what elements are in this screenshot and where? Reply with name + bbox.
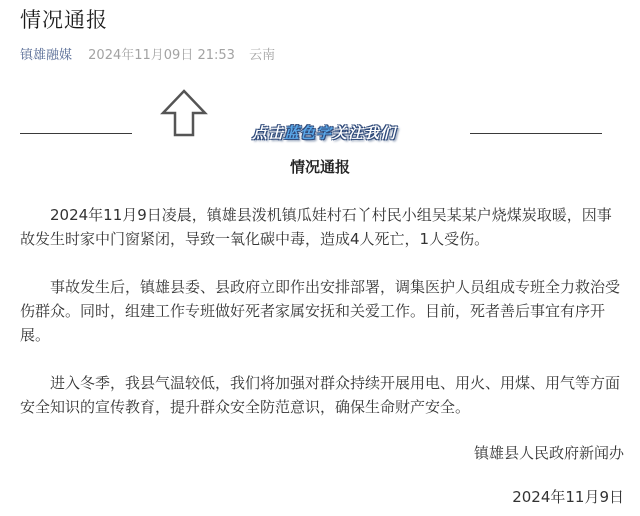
follow-text-highlight: 蓝色字 — [284, 124, 333, 142]
follow-text-suffix: 关注我们 — [332, 124, 397, 142]
follow-banner — [0, 84, 640, 144]
follow-text-prefix: 点击 — [252, 124, 285, 142]
notice-signature: 镇雄县人民政府新闻办 — [473, 444, 624, 462]
follow-us-link[interactable] — [252, 122, 396, 143]
article-title: 情况通报 — [20, 8, 108, 32]
publish-location: 云南 — [249, 48, 276, 63]
notice-heading: 情况通报 — [289, 158, 350, 176]
banner-divider-right — [470, 133, 602, 134]
notice-date: 2024年11月9日 — [512, 488, 624, 506]
notice-paragraph: 进入冬季，我县气温较低，我们将加强对群众持续开展用电、用火、用煤、用气等方面安全知识的宣传教育，提升群众安全防范意识，确保生命财产安全。 — [20, 374, 621, 416]
notice-paragraph: 事故发生后，镇雄县委、县政府立即作出安排部署，调集医护人员组成专班全力救治受伤群众。同时，组建工作专班做好死者家属安抚和关爱工作。目前，死者善后事宜有序开展。 — [20, 278, 621, 344]
up-arrow-icon — [160, 88, 208, 138]
account-name-link[interactable]: 镇雄融媒 — [20, 48, 73, 63]
notice-paragraph: 2024年11月9日凌晨，镇雄县泼机镇瓜娃村石丫村民小组吴某某户烧煤炭取暖，因事故发生时家中门窗紧闭，导致一氧化碳中毒，造成4人死亡，1人受伤。 — [20, 206, 612, 248]
publish-time: 2024年11月09日 21:53 — [88, 48, 235, 63]
article-meta — [20, 44, 275, 63]
banner-divider-left — [20, 133, 132, 134]
